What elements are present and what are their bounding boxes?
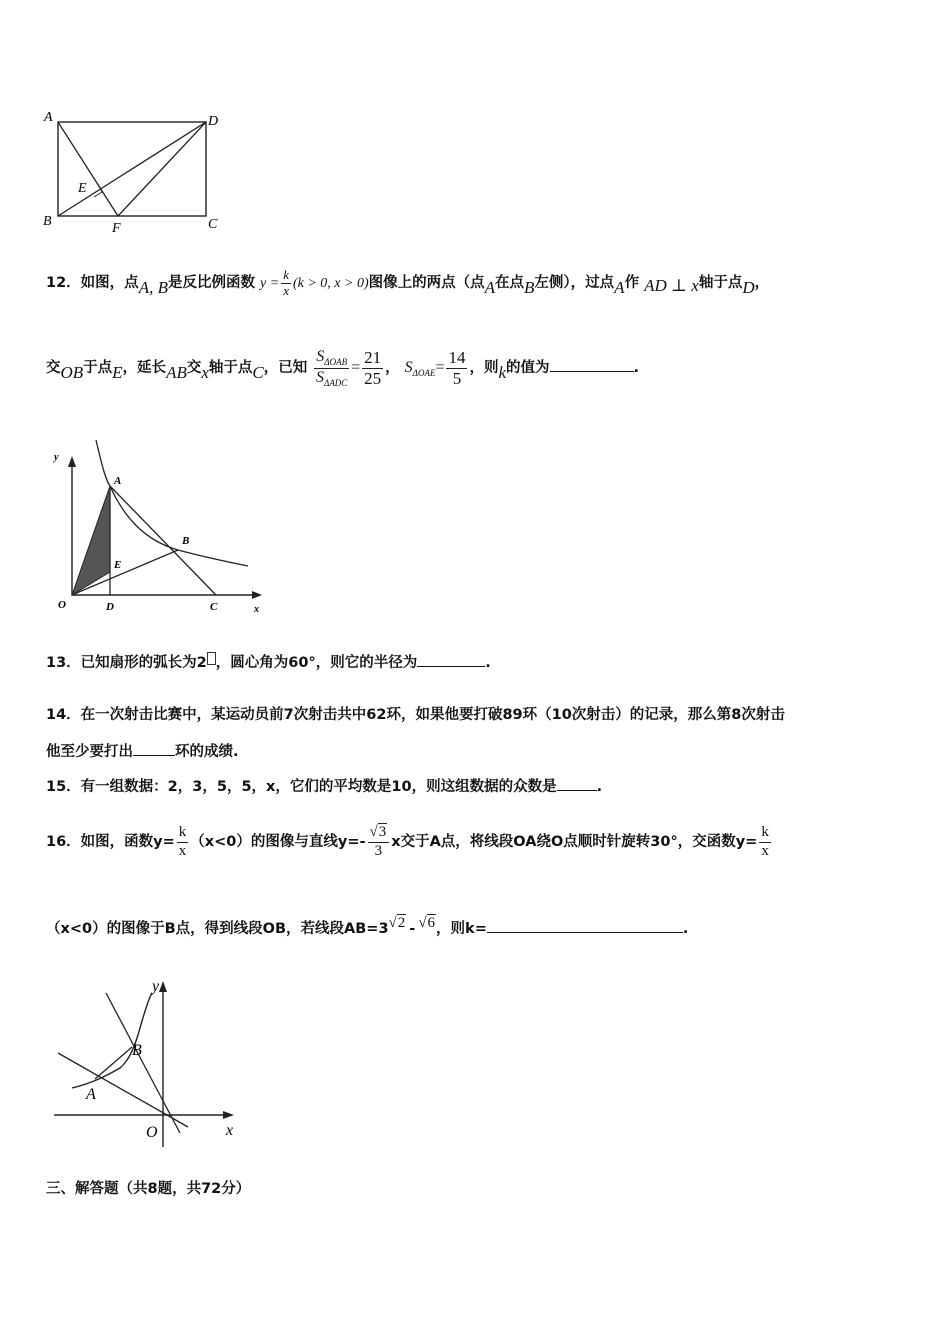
q16-text: 16．如图，函数y= xyxy=(46,834,175,850)
label-a: A xyxy=(86,1086,96,1103)
fraction-num: k xyxy=(177,824,189,842)
label-a: A xyxy=(44,110,53,125)
q12-math-perp: AD ⊥ x xyxy=(644,276,699,295)
q12-math-d: D xyxy=(742,278,755,297)
fraction-den: 25 xyxy=(364,368,382,388)
missing-glyph-box xyxy=(207,652,216,665)
s-sub: ΔOAE xyxy=(412,368,436,379)
fraction-num: 14 xyxy=(448,347,466,367)
segment-af xyxy=(58,122,118,216)
q12-text: ， xyxy=(754,275,770,291)
figure-rectangle-abcd xyxy=(40,108,240,240)
label-x: x xyxy=(226,1122,234,1139)
label-b: B xyxy=(132,1042,142,1059)
answer-blank[interactable] xyxy=(417,666,485,667)
sqrt-6 xyxy=(418,915,436,931)
q12-text: 的值为 xyxy=(506,360,550,376)
radicand: 3 xyxy=(378,824,387,841)
q16-fraction-k-over-x xyxy=(177,824,189,860)
fraction-den: 5 xyxy=(452,368,462,388)
answer-blank[interactable] xyxy=(557,790,597,791)
q12-math-c: C xyxy=(252,363,264,382)
hyperbola-curve xyxy=(72,993,152,1088)
q16-fraction-sqrt3-over-3 xyxy=(368,824,390,860)
question-16-line-2 xyxy=(46,914,688,944)
equals-sign: = xyxy=(435,359,445,376)
label-c: C xyxy=(208,217,218,232)
q12-text: 于点 xyxy=(83,360,113,376)
sqrt-symbol: √ xyxy=(369,824,378,841)
label-d: D xyxy=(208,114,219,129)
q12-math-b: B xyxy=(524,278,535,297)
s-sub: ΔOAB xyxy=(324,357,348,368)
sqrt-symbol: √ xyxy=(418,915,427,931)
q16-text: ，则k= xyxy=(436,921,487,937)
q12-text: . xyxy=(633,360,640,376)
s-symbol: S xyxy=(404,359,413,376)
q12-text: 轴于点 xyxy=(208,360,253,376)
label-o: O xyxy=(146,1124,158,1141)
answer-blank[interactable] xyxy=(133,755,175,756)
q13-text: 13．已知扇形的弧长为2 xyxy=(46,655,207,671)
label-d: D xyxy=(106,601,114,613)
q16-fraction-k-over-x xyxy=(759,824,771,860)
section-3-heading xyxy=(46,1177,250,1198)
equals-sign: = xyxy=(351,359,361,376)
q12-text: ， xyxy=(385,360,400,376)
q12-math-k: k xyxy=(498,363,507,382)
radicand: 6 xyxy=(427,915,436,931)
q14-text: 他至少要打出 xyxy=(46,744,133,760)
q15-text: . xyxy=(596,779,603,795)
q12-math-a: A xyxy=(614,278,625,297)
question-13 xyxy=(46,651,491,672)
q16-text: x交于A点，将线段OA绕O点顺时针旋转30°，交函数y= xyxy=(391,834,758,850)
question-16-line-1 xyxy=(46,812,773,872)
q12-text: 交 xyxy=(186,360,202,376)
q14-text: 14．在一次射击比赛中，某运动员前7次射击共中62环，如果他要打破89环（10次射击）的记录，那么第8次射击 xyxy=(46,707,785,723)
label-c: C xyxy=(210,601,218,613)
radicand: 2 xyxy=(397,915,406,931)
fraction-den: x xyxy=(761,842,769,859)
s-sub: ΔADC xyxy=(324,377,348,388)
q12-math-ob: OB xyxy=(60,363,84,382)
s-symbol: S xyxy=(316,368,325,386)
q12-text: 在点 xyxy=(495,275,525,291)
q12-text: 图像上的两点（点 xyxy=(368,275,485,291)
q12-text: ，已知 xyxy=(263,360,308,376)
fraction-den: x xyxy=(178,842,187,859)
label-x: x xyxy=(254,604,259,615)
q12-fraction-k-over-x xyxy=(281,268,291,299)
minus-sign: - xyxy=(409,921,416,937)
q12-text: 轴于点 xyxy=(698,275,743,291)
q12-math-x: x xyxy=(201,363,209,382)
q12-text: 12．如图，点 xyxy=(46,275,139,291)
label-e: E xyxy=(114,559,122,571)
q13-text: ，圆心角为60°，则它的半径为 xyxy=(215,655,418,671)
label-a: A xyxy=(114,475,122,487)
q16-text: （x<0）的图像与直线y=- xyxy=(190,834,366,850)
q15-text: 15．有一组数据：2，3，5，5，x，它们的平均数是10，则这组数据的众数是 xyxy=(46,779,557,795)
fraction-num: 21 xyxy=(364,347,382,367)
answer-blank[interactable] xyxy=(550,371,634,372)
fraction-num: k xyxy=(759,824,771,842)
question-12-line-2 xyxy=(46,342,639,398)
q12-text: 交 xyxy=(46,360,61,376)
q16-text: . xyxy=(682,921,689,937)
shaded-triangle-oae xyxy=(72,486,110,595)
q12-math-ab: AB xyxy=(166,363,187,382)
x-axis-arrow xyxy=(252,591,262,599)
q12-text: ，则 xyxy=(469,360,499,376)
label-y: y xyxy=(152,978,160,995)
label-b: B xyxy=(43,214,52,229)
q12-ratio-fraction xyxy=(314,348,349,388)
sqrt-2 xyxy=(389,915,407,931)
segment-ac xyxy=(110,486,216,595)
question-15 xyxy=(46,775,602,796)
s-symbol: S xyxy=(316,347,325,365)
q12-y-eq: y = xyxy=(260,276,280,291)
q12-text: ，延长 xyxy=(122,360,167,376)
q12-ratio-value xyxy=(362,348,383,388)
x-axis-arrow xyxy=(223,1111,234,1119)
q12-text: 左侧），过点 xyxy=(534,275,615,291)
question-12-line-1 xyxy=(46,262,769,304)
q14-text: 环的成绩. xyxy=(175,744,239,760)
hyperbola-curve xyxy=(96,440,248,566)
q12-math-a: A xyxy=(484,278,496,297)
answer-blank[interactable] xyxy=(487,932,683,933)
q12-text: 作 xyxy=(624,275,640,291)
fraction-den: 3 xyxy=(374,842,383,859)
section-title: 三、解答题（共8题，共72分） xyxy=(46,1181,251,1197)
y-axis-arrow xyxy=(159,981,167,992)
q12-condition: (k > 0, x > 0) xyxy=(292,276,369,291)
y-axis-arrow xyxy=(68,456,76,467)
figure-inverse-proportion xyxy=(48,440,273,620)
label-e: E xyxy=(78,181,87,196)
line-ob xyxy=(106,993,180,1133)
q16-text: （x<0）的图像于B点，得到线段OB，若线段AB=3 xyxy=(46,921,389,937)
sqrt-symbol: √ xyxy=(388,915,397,931)
q13-text: . xyxy=(485,655,491,671)
question-14-line-2 xyxy=(46,740,239,761)
label-y: y xyxy=(54,452,59,463)
figure-rotation xyxy=(48,975,248,1150)
label-b: B xyxy=(182,535,190,547)
q12-area-value xyxy=(446,348,467,388)
label-f: F xyxy=(112,221,121,236)
fraction-num: k xyxy=(283,266,289,282)
q12-math-e: E xyxy=(112,363,123,382)
question-14-line-1 xyxy=(46,703,785,724)
q12-text: 是反比例函数 xyxy=(167,275,255,291)
q12-math-ab: A, B xyxy=(138,278,168,297)
label-o: O xyxy=(58,599,66,611)
fraction-den: x xyxy=(283,282,289,298)
segment-ab xyxy=(95,1047,132,1079)
